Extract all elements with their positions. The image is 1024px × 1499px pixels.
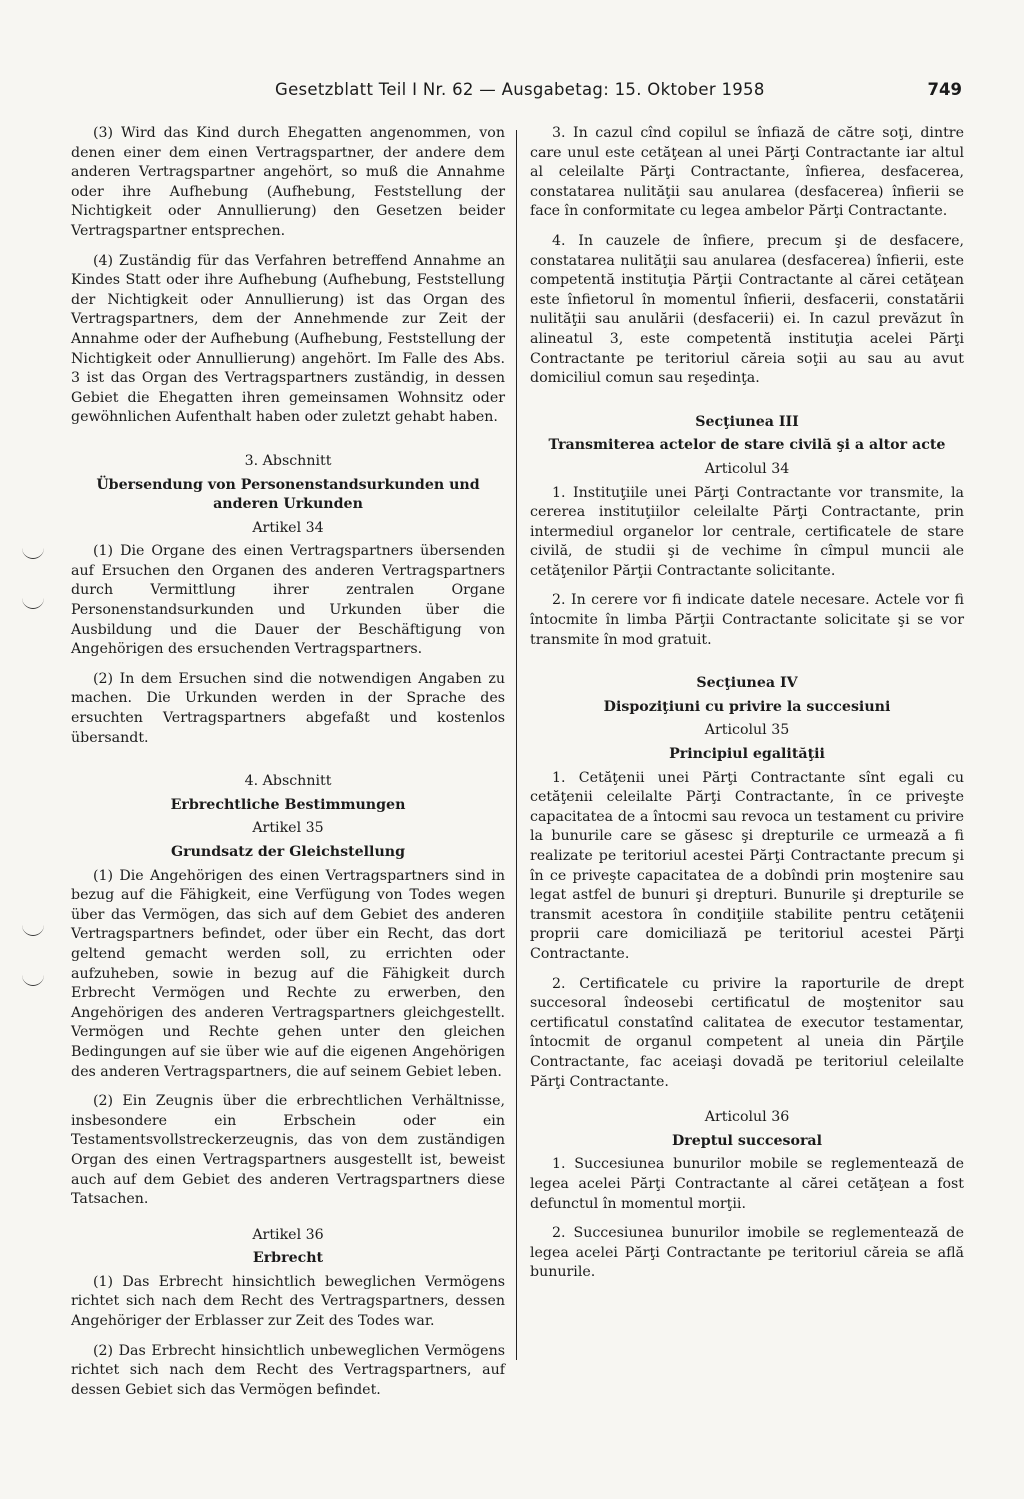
page-number: 749 [927,80,962,99]
paragraph: (1) Die Angehörigen des einen Vertragspartners sind in bezug auf die Fähigkeit, eine Verfügung von Todes wegen über das Vermögen, das sich auf dem Gebiet des anderen Vertragspartners befindet, oder über ein Recht, das dort geltend gemacht werden soll, zu errichten oder aufzuheben, sowie in bezug auf die Fähigkeit durch Erbrecht Vermögen und Rechte zu erwerben, den Angehörigen des anderen Vertragspartners gleichgestellt. Vermögen und Rechte gehen unter den gleichen Bedingungen auf sie über wie auf die eigenen Angehörigen des anderen Vertragspartners, die auf seinem Gebiet leben. [71,867,505,1080]
margin-mark [22,975,44,986]
paragraph: 1. Cetăţenii unei Părţi Contractante sînt egali cu cetăţenii celeilalte Părţi Contractante, în ce priveşte capacitatea de a întocmi sau revoca un testament cu privire la bunurile care se găsesc şi drepturile ce urmează a fi realizate pe teritoriul acestei Părţi Contractante precum şi în ce priveşte capacitatea de a dobîndi prin moştenire sau legat astfel de bunuri şi drepturi. Bunurile şi drepturile se transmit acestora în condiţiile stabilite pentru cetăţenii proprii care domiciliază pe teritoriul acestei Părţi Contractante. [530,769,964,962]
article-heading: Articolul 35 [704,722,790,739]
section-title: Transmiterea actelor de stare civilă şi a altor acte [548,437,946,454]
paragraph: 1. Instituţiile unei Părţi Contractante vor transmite, la cererea instituţiilor celeilalte Părţi Contractante, prin intermediul organelor lor centrale, certificatele de stare civilă, de studii şi de vechime în cîmpul muncii ale cetăţenilor Părţii Contractante solicitante. [530,484,964,579]
gazette-title: Gesetzblatt Teil I Nr. 62 — Ausgabetag: 15. Oktober 1958 [275,80,765,99]
page-header [70,80,970,110]
paragraph: 3. In cazul cînd copilul se înfiază de către soţi, dintre care unul este cetăţean al unei Părţi Contractante iar altul al celeilalte Părţi Contractante, înfierea, desfacerea, constatarea nulităţii sau anularea (desfacerea) înfierii se face în conformitate cu legea ambelor Părţi Contractante. [530,125,964,220]
paragraph: 4. In cauzele de înfiere, precum şi de desfacere, constatarea nulităţii sau anularea (desfacerea) înfierii, este competentă instituţia Părţii Contractante al cărei cetăţean este înfietorul în momentul înfierii, desfacerii, constatării nulităţii sau anulării (desfacerii) ei. In cazul prevăzut în alineatul 3, este competentă instituţia acelei Părţi Contractante pe teritoriul căreia soţii au sau au avut domiciliul comun sau reşedinţa. [530,232,964,387]
article-title: Erbrecht [252,1250,324,1267]
paragraph: (4) Zuständig für das Verfahren betreffend Annahme an Kindes Statt oder ihre Aufhebung (Aufhebung, Feststellung der Nichtigkeit oder Annullierung) ist das Organ des Vertragspartners, dem der Annehmende zur Zeit der Annahme oder der Aufhebung (Aufhebung, Feststellung der Nichtigkeit oder Annullierung) angehört. Im Falle des Abs. 3 ist das Organ des Vertragspartners zuständig, in dessen Gebiet die Ehegatten ihren gemeinsamen Wohnsitz oder gewöhnlichen Aufenthalt haben oder zuletzt gehabt haben. [71,252,505,426]
section-heading: 3. Abschnitt [244,452,332,469]
article-title: Grundsatz der Gleichstellung [170,844,405,860]
paragraph: (3) Wird das Kind durch Ehegatten angenommen, von denen einer dem einen Vertragspartner, der andere dem anderen Vertragspartner angehört, so muß die Annahme oder ihre Aufhebung (Aufhebung, Feststellung der Nichtigkeit oder Annullierung) den Gesetzen beider Vertragspartner entsprechen. [71,125,505,239]
section-title: Erbrechtliche Bestimmungen [170,796,406,813]
article-heading: Artikel 35 [252,820,324,837]
romanian-column [530,124,964,1293]
article-title: Dreptul succesoral [671,1132,823,1149]
margin-mark [22,925,44,936]
section-heading: Secţiunea III [695,413,799,430]
section-title: Übersendung von Personenstandsurkunden und anderen Urkunden [96,476,480,513]
margin-mark [22,548,44,559]
section-title: Dispoziţiuni cu privire la succesiuni [603,698,891,715]
paragraph: (1) Die Organe des einen Vertragspartners übersenden auf Ersuchen den Organen des anderen Vertragspartners durch Vermittlung ihrer zentralen Organe Personenstandsurkunden und Urkunden über die Ausbildung und die Dauer der Beschäftigung von Angehörigen des ersuchenden Vertragspartners. [71,543,505,658]
paragraph: (2) Das Erbrecht hinsichtlich unbeweglichen Vermögens richtet sich nach dem Recht des Vertragspartners, auf dessen Gebiet sich das Vermögen befindet. [71,1342,505,1398]
column-divider [516,130,517,1360]
paragraph: (1) Das Erbrecht hinsichtlich beweglichen Vermögens richtet sich nach dem Recht des Vertragspartners, dessen Angehöriger der Erblasser zur Zeit des Todes war. [71,1273,505,1330]
paragraph: 2. In cerere vor fi indicate datele necesare. Actele vor fi întocmite în limba Părţii Contractante solicitate şi se vor transmite în mod gratuit. [530,592,964,648]
paragraph: 2. Succesiunea bunurilor imobile se reglementează de legea acelei Părţi Contractante pe teritoriul căreia se află bunurile. [530,1225,964,1281]
article-heading: Artikel 34 [252,519,324,536]
margin-mark [22,598,44,609]
article-heading: Articolul 34 [704,460,790,477]
article-heading: Articolul 36 [704,1109,790,1126]
section-heading: 4. Abschnitt [244,773,332,790]
paragraph: 2. Certificatele cu privire la raporturile de drept succesoral îndeosebi certificatul de moştenitor sau certificatul constatînd calitatea de executor testamentar, întocmit de organul competent al uneia din Părţile Contractante, fac aceiaşi dovadă pe teritoriul celeilalte Părţi Contractante. [530,975,964,1090]
paragraph: (2) Ein Zeugnis über die erbrechtlichen Verhältnisse, insbesondere ein Erbschein oder ein Testamentsvollstreckerzeugnis, das von dem zuständigen Organ des einen Vertragspartners ausgestellt ist, beweist auch auf dem Gebiet des anderen Vertragspartners diese Tatsachen. [71,1093,505,1208]
paragraph: 1. Succesiunea bunurilor mobile se reglementează de legea acelei Părţi Contractante al cărei cetăţean a fost defunctul în momentul morţii. [530,1156,964,1212]
paragraph: (2) In dem Ersuchen sind die notwendigen Angaben zu machen. Die Urkunden werden in der Sprache des ersuchten Vertragspartners abgefaßt und kostenlos übersandt. [71,670,505,746]
article-title: Principiul egalităţii [669,746,825,763]
german-column [71,124,505,1410]
article-heading: Artikel 36 [252,1226,324,1243]
section-heading: Secţiunea IV [696,675,798,692]
